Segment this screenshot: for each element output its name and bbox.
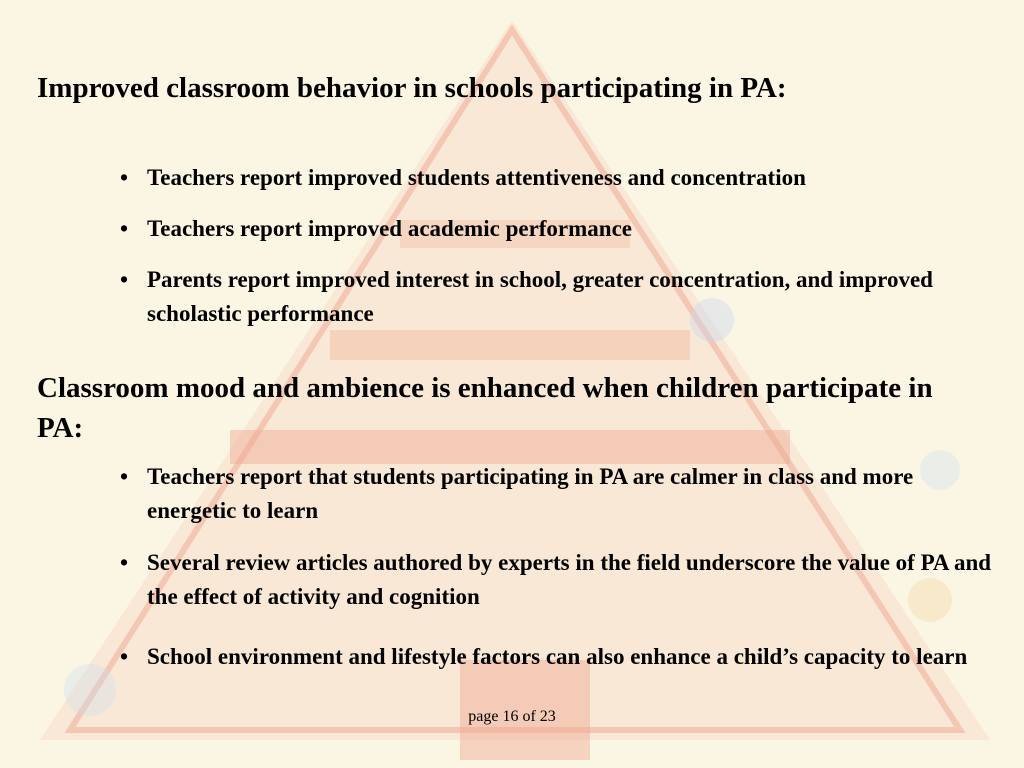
list-item: • Teachers report improved academic performance (120, 212, 1000, 246)
list-item: • Teachers report improved students attentiveness and concentration (120, 161, 1000, 195)
section-heading-behavior: Improved classroom behavior in schools participating in PA: (37, 72, 787, 104)
bullet-icon: • (120, 216, 129, 241)
list-item: • School environment and lifestyle factors can also enhance a child’s capacity to learn (120, 640, 977, 674)
list-item: • Parents report improved interest in school, greater concentration, and improved scholastic performance (120, 263, 947, 331)
bullet-icon: • (120, 644, 129, 669)
section-heading-mood: Classroom mood and ambience is enhanced when children participate in PA: (37, 372, 933, 444)
page-number: page 16 of 23 (468, 708, 556, 725)
list-item: • Several review articles authored by experts in the field underscore the value of PA and the effect of activity and cognition (120, 546, 1000, 614)
bullet-icon: • (120, 464, 129, 489)
bullet-icon: • (120, 550, 129, 575)
list-item: • Teachers report that students participating in PA are calmer in class and more energetic to learn (120, 460, 1000, 528)
bullet-icon: • (120, 267, 129, 292)
bullet-icon: • (120, 165, 129, 190)
mood-bullet-list (120, 460, 1000, 674)
behavior-bullet-list (120, 161, 1000, 331)
